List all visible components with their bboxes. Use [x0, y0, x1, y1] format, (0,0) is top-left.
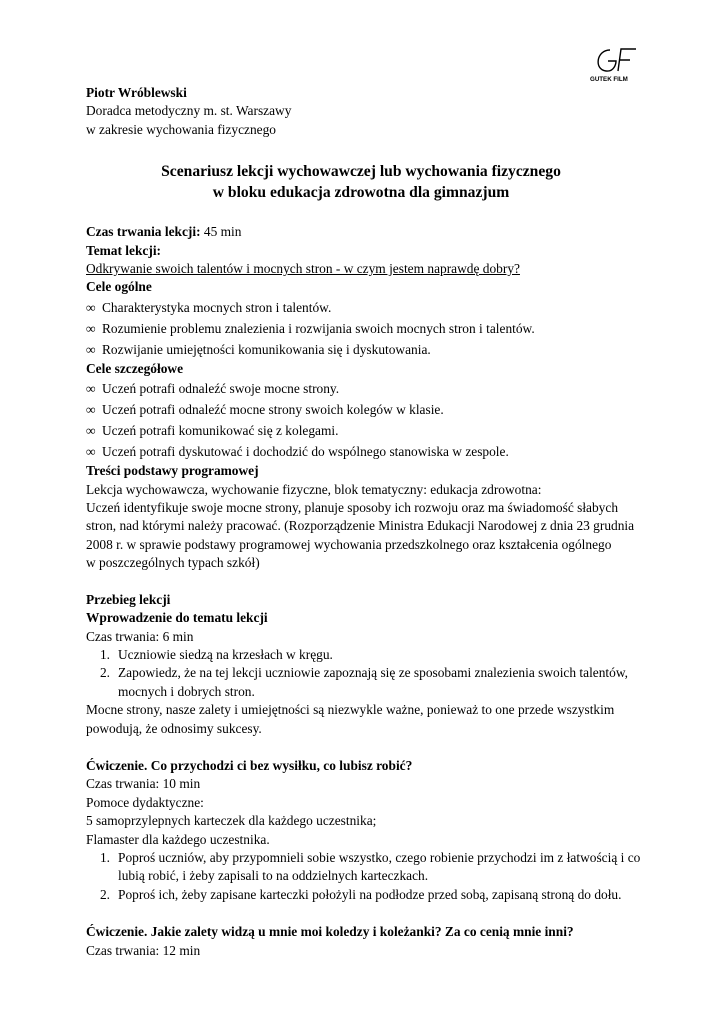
step-text — [118, 664, 646, 701]
course-note-line: Mocne strony, nasze zalety i umiejętności są niezwykle ważne, ponieważ to one przede wszystkim — [86, 702, 615, 718]
topic-label: Temat lekcji: — [86, 242, 161, 258]
list-item — [86, 420, 646, 441]
specific-goal-text: Uczeń potrafi dyskutować i dochodzić do wspólnego stanowiska w zespole. — [102, 444, 509, 460]
step-text-line: Zapowiedz, że na tej lekcji uczniowie zapoznają się ze sposobami znalezienia swoich talentów, — [118, 665, 628, 681]
exercise1-aid: 5 samoprzylepnych karteczek dla każdego uczestnika; — [86, 813, 377, 829]
exercise2-time: Czas trwania: 12 min — [86, 942, 201, 958]
duration-label: Czas trwania lekcji: — [86, 224, 201, 240]
specific-goal-text: Uczeń potrafi odnaleźć mocne strony swoich kolegów w klasie. — [102, 402, 444, 418]
step-text — [118, 646, 646, 664]
step-number: 1. — [99, 849, 110, 865]
list-item — [86, 318, 646, 339]
infinity-bullet-icon: ∞ — [86, 320, 96, 336]
author-role-line1: Doradca metodyczny m. st. Warszawy — [86, 103, 292, 119]
step-text-line: Uczniowie siedzą na krzesłach w kręgu. — [118, 646, 333, 662]
curriculum-line: Uczeń identyfikuje swoje mocne strony, planuje sposoby ich rozwoju oraz ma świadomość słabych — [86, 500, 619, 516]
author-name: Piotr Wróblewski — [86, 85, 187, 100]
specific-goal-text: Uczeń potrafi komunikować się z kolegami. — [102, 423, 339, 439]
course-heading: Przebieg lekcji — [86, 591, 171, 607]
curriculum-line: 2008 r. w sprawie podstawy programowej wychowania przedszkolnego oraz kształcenia ogólnego — [86, 536, 612, 552]
curriculum-line: Lekcja wychowawcza, wychowanie fizyczne, blok tematyczny: edukacja zdrowotna: — [86, 481, 542, 497]
logo-text: GUTEK FILM — [590, 76, 628, 83]
step-text-line: lubią robić, i żeby zapisali to na oddzielnych karteczkach. — [118, 868, 429, 884]
infinity-bullet-icon: ∞ — [86, 341, 96, 357]
list-item — [86, 441, 646, 462]
step-text-line: mocnych i dobrych stron. — [118, 683, 255, 699]
general-goal-text: Rozumienie problemu znalezienia i rozwijania swoich mocnych stron i talentów. — [102, 320, 535, 336]
specific-goals-heading: Cele szczegółowe — [86, 360, 184, 376]
duration-value: 45 min — [200, 224, 242, 240]
intro-heading: Wprowadzenie do tematu lekcji — [86, 610, 268, 626]
specific-goal-text: Uczeń potrafi odnaleźć swoje mocne strony. — [102, 381, 340, 397]
general-goal-text: Rozwijanie umiejętności komunikowania się i dyskutowania. — [102, 341, 431, 357]
topic-value: Odkrywanie swoich talentów i mocnych stron - w czym jestem naprawdę dobry? — [86, 261, 520, 277]
document-page — [86, 84, 646, 960]
exercise1-aid: Flamaster dla każdego uczestnika. — [86, 831, 270, 847]
curriculum-line: w poszczególnych typach szkół) — [86, 555, 260, 571]
course-note-line: powodują, że odnosimy sukcesy. — [86, 720, 262, 736]
step-number: 2. — [99, 886, 110, 902]
step-text-line: Poproś uczniów, aby przypomnieli sobie wszystko, czego robienie przychodzi im z łatwością i co — [118, 849, 641, 865]
gutek-film-logo-mark — [588, 44, 668, 84]
general-goal-text: Charakterystyka mocnych stron i talentów. — [102, 299, 332, 315]
list-item — [86, 849, 646, 886]
step-text — [118, 886, 646, 904]
list-item — [86, 339, 646, 360]
infinity-bullet-icon: ∞ — [86, 381, 96, 397]
title-line1: Scenariusz lekcji wychowawczej lub wychowania fizycznego — [161, 163, 561, 181]
list-item — [86, 378, 646, 399]
infinity-bullet-icon: ∞ — [86, 402, 96, 418]
step-text-line: Poproś ich, żeby zapisane karteczki położyli na podłodze przed sobą, zapisaną stroną do dołu. — [118, 886, 622, 902]
curriculum-line: stron, nad którymi należy pracować. (Rozporządzenie Ministra Edukacji Narodowej z dnia 23 grudnia — [86, 518, 635, 534]
title-line2: w bloku edukacja zdrowotna dla gimnazjum — [212, 184, 510, 202]
infinity-bullet-icon: ∞ — [86, 423, 96, 439]
curriculum-heading: Treści podstawy programowej — [86, 463, 259, 479]
infinity-bullet-icon: ∞ — [86, 444, 96, 460]
step-text — [118, 849, 646, 886]
list-item — [86, 886, 646, 904]
general-goals-heading: Cele ogólne — [86, 279, 152, 295]
lesson-duration — [86, 223, 646, 241]
list-item — [86, 297, 646, 318]
intro-time: Czas trwania: 6 min — [86, 628, 194, 644]
exercise1-heading: Ćwiczenie. Co przychodzi ci bez wysiłku, co lubisz robić? — [86, 757, 413, 773]
list-item — [86, 399, 646, 420]
gutek-film-logo — [588, 44, 668, 84]
exercise1-aids-label: Pomoce dydaktyczne: — [86, 794, 204, 810]
step-number: 1. — [99, 646, 110, 662]
document-title — [76, 161, 646, 203]
step-number: 2. — [99, 665, 110, 681]
exercise1-time: Czas trwania: 10 min — [86, 776, 201, 792]
author-role-line2: w zakresie wychowania fizycznego — [86, 121, 276, 137]
list-item — [86, 646, 646, 664]
infinity-bullet-icon: ∞ — [86, 299, 96, 315]
exercise2-heading: Ćwiczenie. Jakie zalety widzą u mnie moi koledzy i koleżanki? Za co cenią mnie inni? — [86, 924, 574, 940]
list-item — [86, 664, 646, 701]
